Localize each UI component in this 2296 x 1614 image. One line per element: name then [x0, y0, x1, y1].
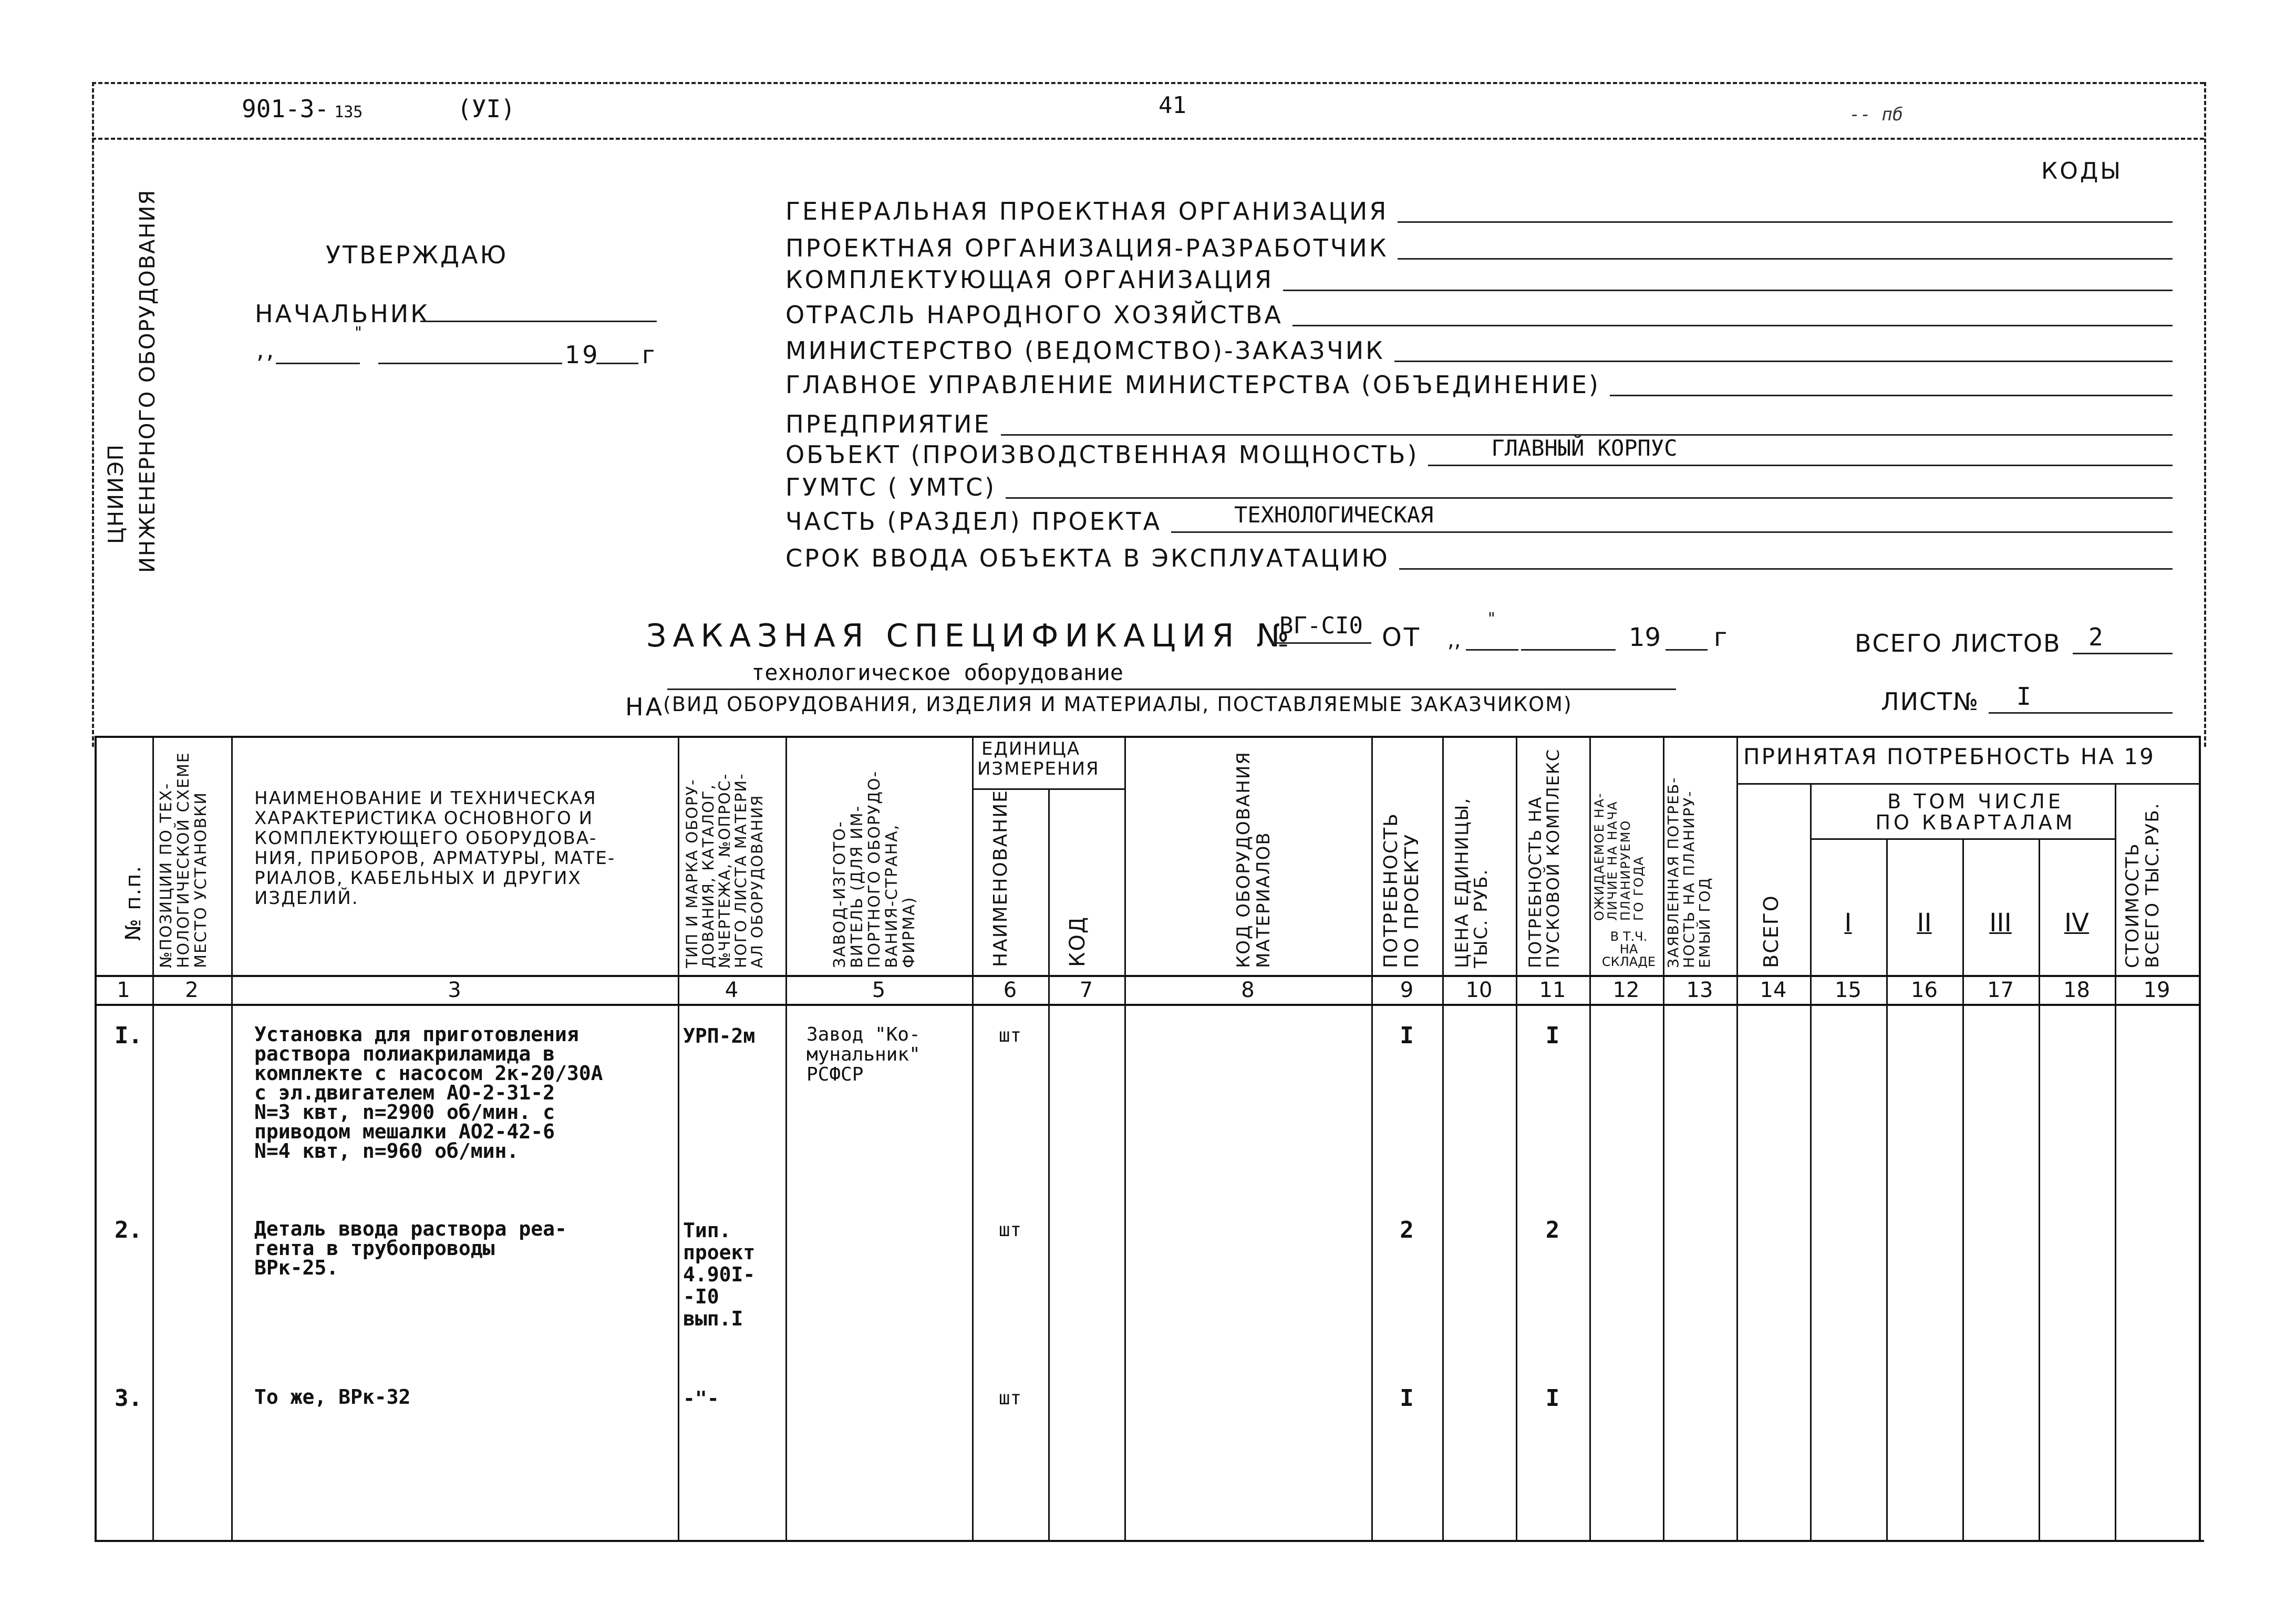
approve-date-quote: ,,: [256, 335, 276, 364]
org-field-line: [1398, 258, 2173, 260]
org-field-line: [1292, 325, 2173, 326]
org-field-label: ГЕНЕРАЛЬНАЯ ПРОЕКТНАЯ ОРГАНИЗАЦИЯ: [785, 197, 1389, 225]
header-c3: НАИМЕНОВАНИЕ И ТЕХНИЧЕСКАЯ ХАРАКТЕРИСТИКА ОСНОВНОГО И КОМПЛЕКТУЮЩЕГО ОБОРУДОВА- НИЯ, ПРИБОРОВ, АРМАТУРЫ, МАТЕ- РИАЛОВ, КАБЕЛЬНЫХ И ДРУГИХ ИЗДЕЛИЙ.: [254, 788, 616, 909]
org-field-label: ОБЪЕКТ (ПРОИЗВОДСТВЕННАЯ МОЩНОСТЬ): [785, 440, 1419, 469]
frame-top-border: [92, 82, 2204, 84]
column-divider: [1442, 736, 1444, 1540]
header-c7: КОД: [1066, 916, 1090, 967]
header-q3: III: [1989, 908, 2012, 938]
org-field-line: [1399, 568, 2173, 570]
header-accepted: ПРИНЯТАЯ ПОТРЕБНОСТЬ НА 19: [1743, 744, 2155, 769]
total-sheets-value: 2: [2088, 623, 2103, 651]
column-number: 12: [1612, 978, 1640, 1002]
column-number: 18: [2063, 978, 2090, 1002]
column-number: 10: [1465, 978, 1493, 1002]
row-need: 2: [1400, 1217, 1414, 1243]
approve-year-line: [596, 363, 638, 364]
approve-day-line: [276, 363, 360, 364]
spec-year-suffix: г: [1714, 623, 1728, 652]
sheet-value: I: [2016, 682, 2031, 711]
row-unit: шт: [998, 1387, 1022, 1409]
column-number: 16: [1911, 978, 1938, 1002]
column-divider: [2199, 736, 2201, 1540]
chief-signature-line: [420, 321, 657, 322]
org-field-label: ПРОЕКТНАЯ ОРГАНИЗАЦИЯ-РАЗРАБОТЧИК: [785, 234, 1389, 262]
frame-header-divider: [92, 138, 2204, 140]
header-c4: ТИП И МАРКА ОБОРУ- ДОВАНИЯ, КАТАЛОГ, №ЧЕРТЕЖА, №ОПРОС- НОГО ЛИСТА МАТЕРИ- АЛ ОБОРУДОВАНИЯ: [683, 773, 766, 968]
column-number: 11: [1539, 978, 1566, 1002]
spec-subject: технологическое оборудование: [751, 660, 1124, 685]
column-divider: [231, 736, 233, 1540]
column-number: 8: [1241, 978, 1255, 1002]
table-bottom-line: [95, 1540, 2204, 1542]
row-name: Деталь ввода раствора реа- гента в трубопроводы ВРк-25.: [254, 1217, 567, 1279]
org-field-label: КОМПЛЕКТУЮЩАЯ ОРГАНИЗАЦИЯ: [785, 265, 1274, 294]
org-field-value: ГЛАВНЫЙ КОРПУС: [1491, 435, 1678, 461]
handwritten-mark: -- пб: [1849, 104, 1904, 125]
spec-year-line: [1666, 649, 1708, 651]
column-divider: [95, 736, 97, 1540]
row-need: I: [1400, 1022, 1414, 1049]
column-divider: [1048, 788, 1050, 1540]
approve-year-suffix: г: [642, 341, 657, 369]
column-divider: [1124, 736, 1126, 1540]
header-c14: ВСЕГО: [1760, 895, 1783, 968]
header-c2: №ПОЗИЦИИ ПО ТЕХ- НОЛОГИЧЕСКОЙ СХЕМЕ МЕСТО УСТАНОВКИ: [157, 752, 210, 968]
row-maker: Завод "Ко- мунальник" РСФСР: [806, 1024, 921, 1085]
org-field-line: [1394, 361, 2173, 362]
column-divider: [1886, 838, 1888, 1540]
row-unit: шт: [998, 1025, 1022, 1046]
header-c10: ЦЕНА ЕДИНИЦЫ, ТЫС. РУБ.: [1452, 797, 1492, 968]
row-type: УРП-2м: [683, 1024, 756, 1047]
org-field-label: ПРЕДПРИЯТИЕ: [785, 410, 991, 438]
accepted-group-line: [1736, 783, 2199, 785]
row-unit: шт: [998, 1219, 1022, 1241]
sheet-line: [1989, 712, 2173, 714]
column-divider: [1736, 736, 1738, 1540]
row-type: Тип. проект 4.90I- -I0 вып.I: [683, 1219, 756, 1330]
column-number: 15: [1835, 978, 1861, 1002]
org-field-line: [1006, 497, 2173, 499]
spec-number-line: [1271, 642, 1371, 644]
org-field-label: МИНИСТЕРСТВО (ВЕДОМСТВО)-ЗАКАЗЧИК: [785, 336, 1385, 365]
org-field-label: СРОК ВВОДА ОБЪЕКТА В ЭКСПЛУАТАЦИЮ: [785, 544, 1390, 572]
spec-subject-line: [667, 688, 1676, 690]
header-c13: ЗАЯВЛЕННАЯ ПОТРЕБ- НОСТЬ НА ПЛАНИРУ- ЕМЫЙ ГОД: [1664, 776, 1713, 968]
org-field-line: [1610, 395, 2173, 396]
org-field-label: ОТРАСЛЬ НАРОДНОГО ХОЗЯЙСТВА: [785, 301, 1283, 329]
spec-date-mark: ": [1488, 610, 1495, 628]
org-field-value: ТЕХНОЛОГИЧЕСКАЯ: [1234, 502, 1434, 528]
row-number: 3.: [115, 1385, 142, 1412]
column-divider: [1810, 783, 1812, 1540]
column-divider: [1962, 838, 1964, 1540]
column-divider: [785, 736, 787, 1540]
header-unit: ЕДИНИЦА ИЗМЕРЕНИЯ: [977, 738, 1100, 779]
column-number: 4: [725, 978, 739, 1002]
total-sheets-line: [2073, 653, 2173, 654]
column-number: 17: [1987, 978, 2014, 1002]
row-start: I: [1545, 1022, 1560, 1049]
header-c5: ЗАВОД-ИЗГОТО- ВИТЕЛЬ (ДЛЯ ИМ- ПОРТНОГО ОБОРУДО- ВАНИЯ-СТРАНА, ФИРМА): [831, 770, 918, 968]
org-field-line: [1171, 531, 2173, 533]
column-number: 13: [1686, 978, 1713, 1002]
column-divider: [1371, 736, 1373, 1540]
header-c12: ОЖИДАЕМОЕ НА- ЛИЧИЕ НА НАЧА ПЛАНИРУЕМО ГО ГОДА: [1592, 792, 1646, 921]
org-field-line: [1283, 290, 2173, 291]
column-divider: [1516, 736, 1517, 1540]
number-row-bottom-line: [95, 1004, 2199, 1006]
row-start: I: [1545, 1385, 1560, 1412]
column-divider: [2039, 838, 2040, 1540]
header-q1: I: [1844, 908, 1852, 938]
column-number: 7: [1079, 978, 1093, 1002]
approve-year: 19: [565, 341, 600, 369]
spec-day-line: [1466, 649, 1518, 651]
header-c9: ПОТРЕБНОСТЬ ПО ПРОЕКТУ: [1380, 813, 1423, 968]
table-top-line: [95, 736, 2199, 738]
spec-from: ОТ: [1382, 623, 1422, 652]
doc-number: 901-3- 135: [242, 95, 363, 123]
column-number: 5: [872, 978, 886, 1002]
header-c8: КОД ОБОРУДОВАНИЯ МАТЕРИАЛОВ: [1233, 751, 1274, 968]
header-q4: IV: [2064, 908, 2089, 938]
org-field-label: ЧАСТЬ (РАЗДЕЛ) ПРОЕКТА: [785, 507, 1162, 536]
header-c19: СТОИМОСТЬ ВСЕГО ТЫС.РУБ.: [2122, 802, 2163, 968]
column-number: 2: [185, 978, 199, 1002]
column-number: 3: [448, 978, 461, 1002]
row-need: I: [1400, 1385, 1414, 1412]
side-org-line1: ЦНИИЭП: [104, 444, 128, 544]
header-q2: II: [1917, 908, 1932, 938]
header-c11: ПОТРЕБНОСТЬ НА ПУСКОВОЙ КОМПЛЕКС: [1525, 748, 1563, 968]
side-org-line2: ИНЖЕНЕРНОГО ОБОРУДОВАНИЯ: [136, 189, 160, 573]
row-number: 2.: [115, 1217, 142, 1243]
row-number: I.: [115, 1022, 142, 1049]
column-divider: [2115, 783, 2116, 1540]
column-divider: [972, 736, 974, 1540]
column-number: 1: [117, 978, 130, 1002]
column-divider: [678, 736, 679, 1540]
row-name: Установка для приготовления раствора полиакриламида в комплекте с насосом 2к-20/30А с эл.двигателем АО-2-31-2 N=3 квт, n=2900 об/мин. с приводом мешалки АО2-42-6 N=4 квт, n=960 об/мин.: [254, 1023, 603, 1163]
spec-number: ВГ-СI0: [1279, 612, 1363, 639]
header-c6: НАИМЕНОВАНИЕ: [990, 789, 1011, 967]
org-field-line: [1398, 221, 2173, 223]
codes-label: КОДЫ: [2041, 158, 2123, 184]
column-divider: [1589, 736, 1591, 1540]
org-field-label: ГЛАВНОЕ УПРАВЛЕНИЕ МИНИСТЕРСТВА (ОБЪЕДИНЕНИЕ): [785, 371, 1600, 399]
header-c1: № п.п.: [121, 865, 146, 941]
header-quarters-caption: В ТОМ ЧИСЛЕ ПО КВАРТАЛАМ: [1875, 790, 2076, 834]
row-name: То же, ВРк-32: [254, 1385, 411, 1409]
column-number: 6: [1003, 978, 1017, 1002]
column-number: 9: [1400, 978, 1414, 1002]
spec-subject-caption: (ВИД ОБОРУДОВАНИЯ, ИЗДЕЛИЯ И МАТЕРИАЛЫ, ПОСТАВЛЯЕМЫЕ ЗАКАЗЧИКОМ): [663, 693, 1573, 716]
frame-left-border: [92, 82, 94, 747]
spec-on: НА: [625, 693, 665, 721]
approve-date-mark: ": [355, 324, 364, 342]
spec-date-quote: ,,: [1447, 628, 1461, 652]
page-number: 41: [1159, 92, 1186, 119]
approve-chief: НАЧАЛЬНИК: [255, 300, 430, 328]
approve-title: УТВЕРЖДАЮ: [326, 241, 509, 269]
spec-title: ЗАКАЗНАЯ СПЕЦИФИКАЦИЯ №: [646, 618, 1296, 654]
row-type: -"-: [683, 1387, 719, 1410]
header-bottom-line: [95, 975, 2199, 977]
column-divider: [152, 736, 154, 1540]
column-number: 14: [1760, 978, 1787, 1002]
frame-right-border: [2204, 82, 2206, 747]
sheet-label: ЛИСТ№: [1881, 687, 1980, 716]
header-c12-warehouse: В Т.Ч. НА СКЛАДЕ: [1601, 929, 1656, 969]
row-start: 2: [1545, 1217, 1560, 1243]
org-field-line: [1428, 465, 2173, 466]
column-number: 19: [2143, 978, 2170, 1002]
spec-month-line: [1521, 649, 1616, 651]
doc-series: (УI): [457, 95, 515, 123]
total-sheets-label: ВСЕГО ЛИСТОВ: [1855, 629, 2061, 657]
approve-month-line: [378, 363, 562, 364]
spec-year: 19: [1629, 623, 1661, 652]
org-field-label: ГУМТС ( УМТС): [785, 473, 997, 501]
